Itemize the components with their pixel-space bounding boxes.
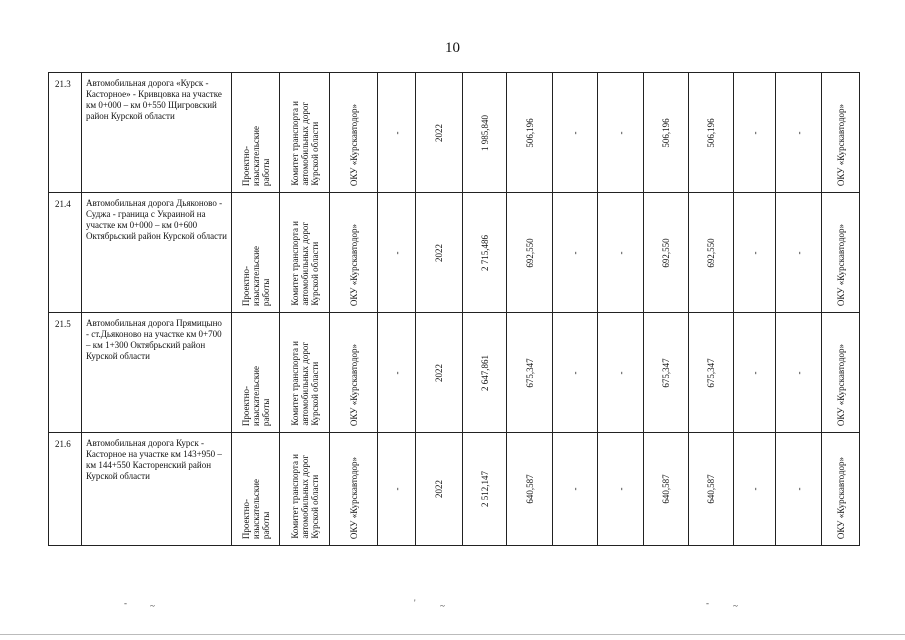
value-local: -	[749, 251, 760, 254]
page-number: 10	[445, 40, 460, 56]
year: 2022	[434, 243, 444, 262]
table-row	[49, 433, 860, 546]
value-regional-cell	[644, 193, 689, 313]
row-number: 21.3	[49, 73, 82, 193]
road-name: Автомобильная дорога Курск - Касторное на участке км 143+950 – км 144+550 Касторенский район Курской области	[82, 433, 232, 546]
value-regional-cell	[644, 73, 689, 193]
customer: Комитет транспорта и автомобильных дорог Курской области	[289, 341, 320, 426]
row-number: 21.5	[49, 313, 82, 433]
value-extra-cell	[776, 193, 822, 313]
year-cell	[416, 193, 463, 313]
total-cost: 1 985,840	[479, 114, 490, 151]
executor-cell	[330, 433, 378, 546]
total-cost-cell	[463, 73, 507, 193]
total-cost: 2 512,147	[479, 471, 490, 507]
value-federal-cell	[553, 433, 598, 546]
value-local-cell	[734, 433, 776, 546]
responsible-cell	[822, 73, 860, 193]
value-regional-cell	[644, 433, 689, 546]
value-regional-total-cell	[689, 73, 734, 193]
responsible: ОКУ «Курскавтодор»	[835, 223, 846, 306]
value-2022: 506,196	[524, 117, 535, 148]
executor: ОКУ «Курскавтодор»	[348, 223, 359, 306]
value-local-cell	[734, 313, 776, 433]
value-regional: 640,587	[661, 474, 671, 504]
work-type-cell	[232, 193, 280, 313]
value-federal: -	[570, 487, 580, 491]
executor: ОКУ «Курскавтодор»	[348, 456, 359, 539]
year: 2022	[434, 123, 444, 142]
value-extra: -	[793, 487, 804, 491]
row-number: 21.4	[49, 193, 82, 313]
total-cost-cell	[463, 433, 507, 546]
value-extra-cell	[776, 433, 822, 546]
value-2022-cell	[507, 73, 553, 193]
total-cost: 2 647,861	[479, 354, 490, 391]
value-regional-total-cell	[689, 193, 734, 313]
value-regional: 506,196	[661, 117, 671, 148]
work-type: Проектно- изыскательские работы	[240, 125, 271, 186]
value-other-cell	[598, 73, 644, 193]
scan-marks: - ~ ' ~ - ~	[124, 598, 738, 611]
value-local-cell	[734, 73, 776, 193]
value-federal: -	[570, 131, 580, 134]
row-number: 21.6	[49, 433, 82, 546]
value-regional-total: 640,587	[706, 474, 716, 504]
work-type: Проектно- изыскательские работы	[240, 365, 271, 426]
value-dash: -	[391, 251, 402, 254]
value-federal: -	[570, 251, 580, 254]
year-cell	[416, 73, 463, 193]
value-dash-cell	[378, 193, 416, 313]
value-2022: 640,587	[524, 474, 535, 504]
value-federal: -	[570, 371, 580, 374]
value-regional-total: 506,196	[706, 117, 716, 148]
total-cost-cell	[463, 193, 507, 313]
customer-cell	[280, 73, 330, 193]
executor-cell	[330, 73, 378, 193]
work-type: Проектно- изыскательские работы	[240, 478, 271, 539]
value-dash-cell	[378, 433, 416, 546]
value-dash: -	[391, 487, 402, 491]
responsible-cell	[822, 433, 860, 546]
road-name: Автомобильная дорога «Курск - Касторное» - Кривцовка на участке км 0+000 – км 0+550 Щигровский район Курской области	[82, 73, 232, 193]
customer: Комитет транспорта и автомобильных дорог Курской области	[289, 101, 320, 186]
responsible-cell	[822, 193, 860, 313]
value-local: -	[749, 131, 760, 134]
value-dash: -	[391, 131, 402, 134]
responsible: ОКУ «Курскавтодор»	[835, 456, 846, 539]
value-dash: -	[391, 371, 402, 374]
value-regional-total: 692,550	[706, 237, 716, 268]
year: 2022	[434, 480, 444, 498]
value-local: -	[749, 371, 760, 374]
customer: Комитет транспорта и автомобильных дорог Курской области	[289, 221, 320, 306]
value-extra-cell	[776, 313, 822, 433]
value-regional: 692,550	[661, 237, 671, 268]
work-type-cell	[232, 433, 280, 546]
value-2022-cell	[507, 433, 553, 546]
value-regional-total-cell	[689, 433, 734, 546]
value-2022: 692,550	[524, 237, 535, 268]
value-regional: 675,347	[661, 357, 671, 388]
value-other-cell	[598, 193, 644, 313]
table-row	[49, 313, 860, 433]
value-regional-cell	[644, 313, 689, 433]
value-other-cell	[598, 433, 644, 546]
value-2022-cell	[507, 313, 553, 433]
work-type-cell	[232, 313, 280, 433]
customer-cell	[280, 313, 330, 433]
road-name: Автомобильная дорога Прямицыно - ст.Дьяконово на участке км 0+700 – км 1+300 Октябрьский район Курской области	[82, 313, 232, 433]
total-cost-cell	[463, 313, 507, 433]
value-dash-cell	[378, 313, 416, 433]
value-extra: -	[793, 131, 804, 134]
value-regional-total-cell	[689, 313, 734, 433]
road-works-table	[48, 72, 860, 546]
value-federal-cell	[553, 313, 598, 433]
value-other: -	[615, 371, 626, 374]
customer-cell	[280, 433, 330, 546]
page-edge-line	[0, 634, 905, 635]
value-2022-cell	[507, 193, 553, 313]
work-type: Проектно- изыскательские работы	[240, 245, 271, 306]
responsible: ОКУ «Курскавтодор»	[835, 343, 846, 426]
responsible-cell	[822, 313, 860, 433]
value-dash-cell	[378, 73, 416, 193]
executor: ОКУ «Курскавтодор»	[348, 103, 359, 186]
value-other: -	[615, 487, 626, 491]
value-other-cell	[598, 313, 644, 433]
road-name: Автомобильная дорога Дьяконово - Суджа - граница с Украиной на участке км 0+000 – км 0+600 Октябрьский район Курской области	[82, 193, 232, 313]
table-row	[49, 73, 860, 193]
value-other: -	[615, 131, 626, 134]
value-regional-total: 675,347	[706, 357, 716, 388]
value-federal-cell	[553, 73, 598, 193]
customer: Комитет транспорта и автомобильных дорог Курской области	[289, 454, 320, 539]
value-extra: -	[793, 371, 804, 374]
year-cell	[416, 433, 463, 546]
value-local: -	[749, 487, 760, 491]
customer-cell	[280, 193, 330, 313]
work-type-cell	[232, 73, 280, 193]
year: 2022	[434, 363, 444, 382]
total-cost: 2 715,486	[479, 234, 490, 271]
value-extra: -	[793, 251, 804, 254]
executor: ОКУ «Курскавтодор»	[348, 343, 359, 426]
responsible: ОКУ «Курскавтодор»	[835, 103, 846, 186]
executor-cell	[330, 313, 378, 433]
table-row	[49, 193, 860, 313]
value-extra-cell	[776, 73, 822, 193]
value-local-cell	[734, 193, 776, 313]
value-2022: 675,347	[524, 357, 535, 388]
year-cell	[416, 313, 463, 433]
value-federal-cell	[553, 193, 598, 313]
value-other: -	[615, 251, 626, 254]
executor-cell	[330, 193, 378, 313]
